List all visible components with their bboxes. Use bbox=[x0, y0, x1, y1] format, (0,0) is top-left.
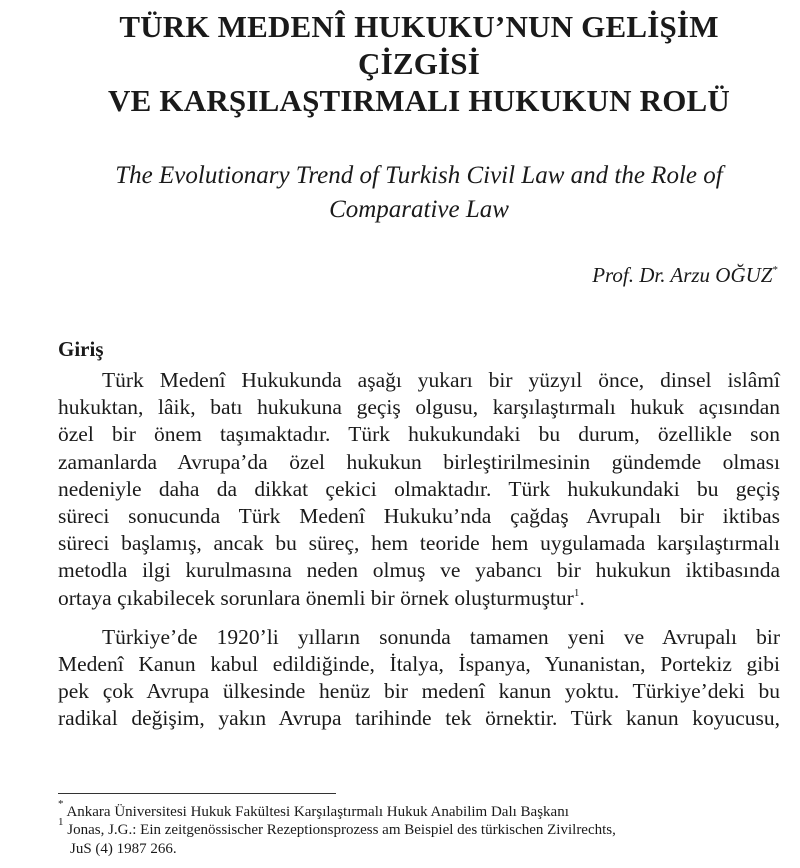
paragraph-line: Medenî Kanun kabul edildiğinde, İtalya, İspanya, Yunanistan, Portekiz gibi bbox=[58, 652, 780, 677]
footnote-mark: 1 bbox=[58, 816, 64, 828]
paragraph-line: Türkiye’de 1920’li yılların sonunda tamamen yeni ve Avrupalı bir bbox=[102, 624, 780, 649]
subtitle-line-1: The Evolutionary Trend of Turkish Civil Law and the Role of bbox=[115, 162, 723, 189]
footnote-text: Ankara Üniversitesi Hukuk Fakültesi Karşılaştırmalı Hukuk Anabilim Dalı Başkanı bbox=[66, 804, 569, 820]
footnote-mark: * bbox=[58, 798, 64, 810]
section-heading: Giriş bbox=[58, 337, 104, 361]
author-name: Prof. Dr. Arzu OĞUZ bbox=[592, 263, 773, 287]
paragraph-line: radikal değişim, yakın Avrupa tarihinde tek örnektir. Türk kanun koyucusu, bbox=[58, 706, 780, 731]
paragraph-2 bbox=[58, 624, 780, 733]
article-title bbox=[58, 8, 780, 119]
footnote-divider bbox=[58, 793, 336, 794]
title-line-2: VE KARŞILAŞTIRMALI HUKUKUN ROLÜ bbox=[108, 83, 730, 118]
paragraph-line: nedeniyle daha da dikkat çekici olmaktadır. Türk hukukundaki bu geçiş bbox=[58, 476, 780, 501]
paragraph-line: metodla ilgi kurulmasına neden olmuş ve yabancı bir hukukun iktibasında bbox=[58, 558, 780, 583]
author-byline bbox=[58, 261, 780, 289]
subtitle-line-2: Comparative Law bbox=[329, 196, 509, 223]
paragraph-line: özel bir önem taşımaktadır. Türk hukukundaki bu durum, özellikle son bbox=[58, 422, 780, 447]
footnote-1 bbox=[58, 816, 780, 859]
footnote-ref-1[interactable]: 1 bbox=[573, 586, 580, 599]
paragraph-line: zamanlarda Avrupa’da özel hukukun birleştirilmesinin gündemde olması bbox=[58, 449, 780, 474]
document-page bbox=[58, 0, 780, 857]
paragraph-line: Türk Medenî Hukukunda aşağı yukarı bir yüzyıl önce, dinsel islâmî bbox=[102, 368, 780, 392]
article-subtitle bbox=[58, 159, 780, 227]
paragraph-line: süreci sonucunda Türk Medenî Hukuku’nda çağdaş Avrupalı bir iktibas bbox=[58, 504, 780, 529]
paragraph-line-text: ortaya çıkabilecek sorunlara önemli bir örnek oluşturmuştur bbox=[58, 585, 574, 610]
paragraph-line-last: ortaya çıkabilecek sorunlara önemli bir örnek oluşturmuştur$^1$. bbox=[58, 585, 585, 610]
author-footnote-mark: * bbox=[772, 264, 778, 276]
footnote-author bbox=[58, 798, 780, 822]
paragraph-1 bbox=[58, 367, 780, 612]
paragraph-line: süreci başlamış, ancak bu süreç, hem teoride hem uygulamada karşılaştırmalı bbox=[58, 531, 780, 556]
title-line-1: TÜRK MEDENÎ HUKUKU’NUN GELİŞİM ÇİZGİSİ bbox=[119, 9, 719, 81]
paragraph-line: pek çok Avrupa ülkesinde henüz bir medenî kanun yoktu. Türkiye’deki bu bbox=[58, 679, 780, 704]
footnote-text-continued: JuS (4) 1987 266. bbox=[70, 841, 177, 857]
paragraph-line: hukuktan, lâik, batı hukukuna geçiş olgusu, karşılaştırmalı hukuk açısından bbox=[58, 395, 780, 420]
footnote-text: Jonas, J.G.: Ein zeitgenössischer Rezeptionsprozess am Beispiel des türkischen Zivilrechts, bbox=[67, 822, 616, 838]
